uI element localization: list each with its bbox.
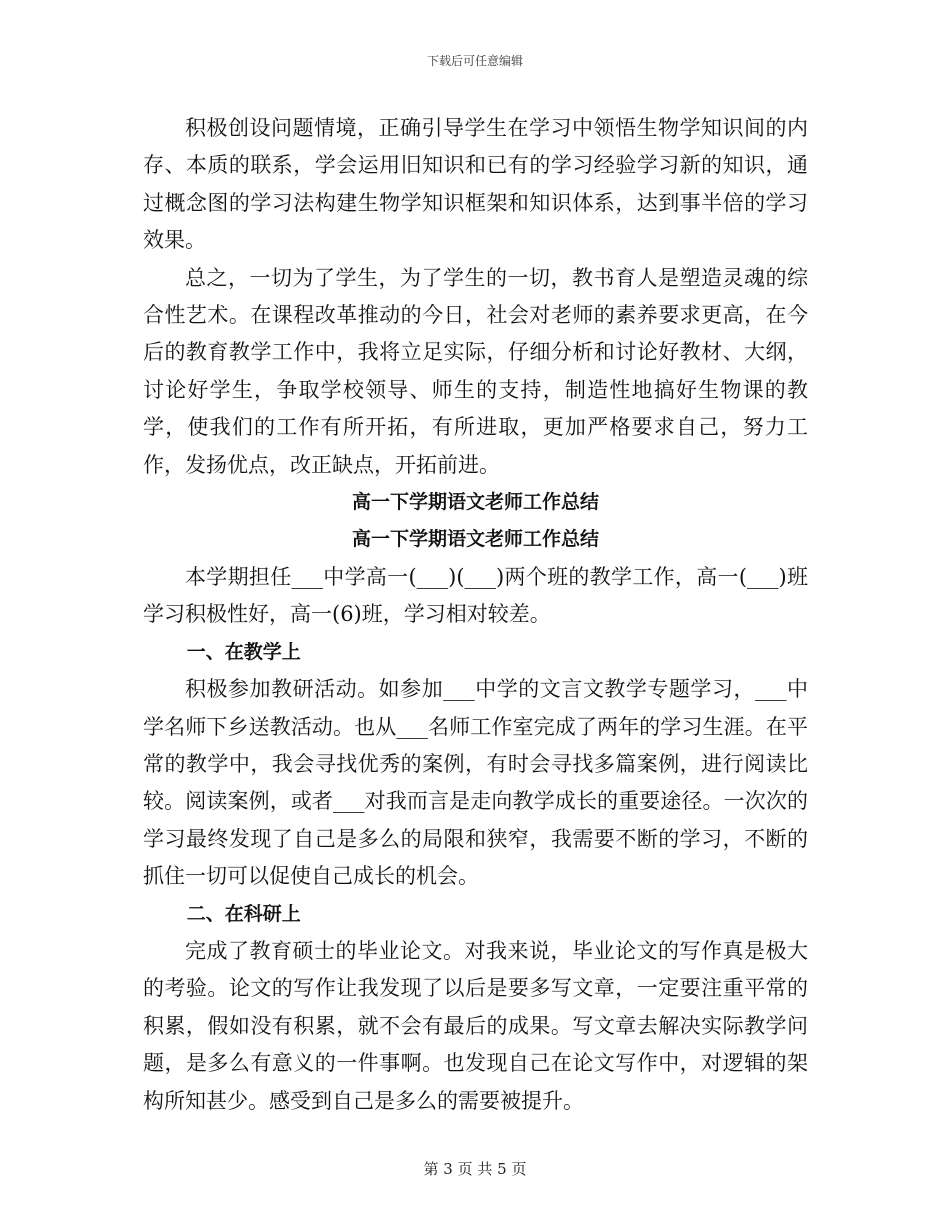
paragraph-research: 完成了教育硕士的毕业论文。对我来说，毕业论文的写作真是极大的考验。论文的写作让我发现了以后是要多写文章，一定要注重平常的积累，假如没有积累，就不会有最后的成果。写文章去解决实际教学问题，是多么有意义的一件事啊。也发现自己在论文写作中，对逻辑的架构所知甚少。感受到自己是多么的需要被提升。 (143, 938, 808, 1113)
paragraph-intro: 本学期担任___中学高一(___)(___)两个班的教学工作，高一(___)班学习积极性好，高一(6)班，学习相对较差。 (143, 564, 808, 627)
section-heading-teaching: 一、在教学上 (186, 640, 301, 663)
page-header: 下载后可任意编辑 (426, 54, 523, 68)
paragraph-teaching: 积极参加教研活动。如参加___中学的文言文教学专题学习，___中学名师下乡送教活动。也从___名师工作室完成了两年的学习生涯。在平常的教学中，我会寻找优秀的案例，有时会寻找多篇案例，进行阅读比较。阅读案例，或者___对我而言是走向教学成长的重要途径。一次次的学习最终发现了自己是多么的局限和狭窄，我需要不断的学习，不断的抓住一切可以促使自己成长的机会。 (143, 677, 808, 889)
page-number: 第 3 页 共 5 页 (423, 1160, 527, 1178)
paragraph-teaching-method: 积极创设问题情境，正确引导学生在学习中领悟生物学知识间的内存、本质的联系，学会运用旧知识和已有的学习经验学习新的知识，通过概念图的学习法构建生物学知识框架和知识体系，达到事半倍的学习效果。 (143, 116, 808, 253)
paragraph-conclusion: 总之，一切为了学生，为了学生的一切，教书育人是塑造灵魂的综合性艺术。在课程改革推动的今日，社会对老师的素养要求更高，在今后的教育教学工作中，我将立足实际，仔细分析和讨论好教材、大纲，讨论好学生，争取学校领导、师生的支持，制造性地搞好生物课的教学，使我们的工作有所开拓，有所进取，更加严格要求自己，努力工作，发扬优点，改正缺点，开拓前进。 (143, 265, 808, 477)
document-subtitle: 高一下学期语文老师工作总结 (351, 528, 599, 551)
document-title: 高一下学期语文老师工作总结 (351, 491, 599, 514)
section-heading-research: 二、在科研上 (186, 902, 301, 925)
document-body (143, 110, 808, 1120)
